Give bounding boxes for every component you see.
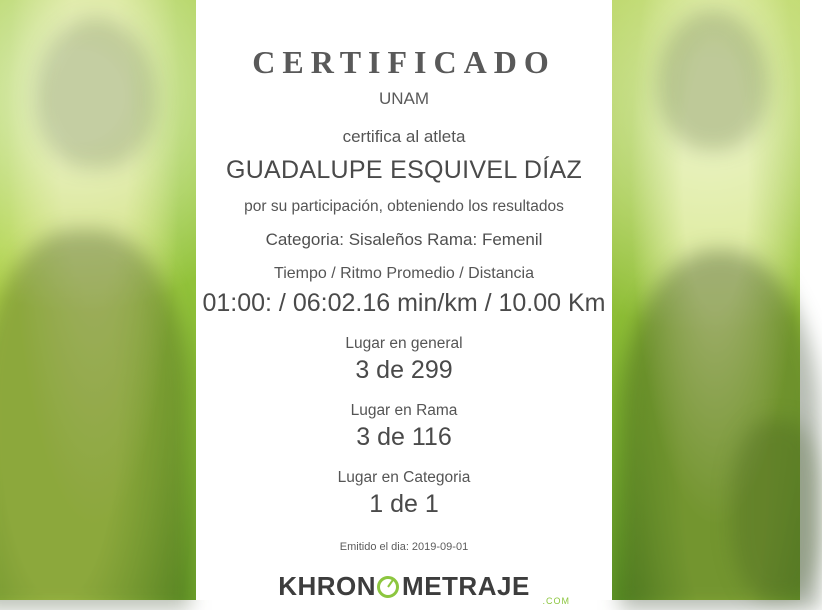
place-categoria-value: 1 de 1 — [369, 490, 439, 518]
photo-right-runner — [612, 0, 800, 600]
place-general-value: 3 de 299 — [355, 356, 453, 384]
metrics-value: 01:00: / 06:02.16 min/km / 10.00 Km — [202, 289, 606, 317]
right-runner-arm-shape — [732, 420, 822, 600]
participation-text: por su participación, obteniendo los resultados — [244, 198, 564, 215]
certificate-title: CERTIFICADO — [252, 44, 556, 80]
logo-domain-suffix: .COM — [542, 596, 570, 606]
place-categoria-label: Lugar en Categoria — [337, 469, 471, 486]
logo-text-after: METRAJE — [402, 571, 530, 601]
place-general-label: Lugar en general — [345, 335, 463, 352]
place-rama-value: 3 de 116 — [356, 423, 452, 451]
athlete-name: GUADALUPE ESQUIVEL DÍAZ — [225, 156, 583, 184]
issued-date: Emitido el dia: 2019-09-01 — [339, 541, 469, 553]
certifies-label: certifica al atleta — [342, 127, 466, 146]
organization-name: UNAM — [378, 89, 430, 108]
kronometraje-logo[interactable] — [196, 571, 612, 606]
metrics-label: Tiempo / Ritmo Promedio / Distancia — [274, 265, 534, 282]
photo-left-runner — [0, 0, 196, 600]
right-runner-head-shape — [658, 10, 768, 150]
stopwatch-icon — [376, 574, 402, 600]
certificate-card — [196, 0, 612, 606]
logo-text-before: KHRON — [278, 571, 377, 601]
left-runner-body-shape — [0, 230, 190, 610]
left-runner-head-shape — [36, 18, 156, 168]
place-rama-label: Lugar en Rama — [350, 402, 458, 419]
category-rama-line: Categoria: Sisaleños Rama: Femenil — [265, 230, 543, 249]
